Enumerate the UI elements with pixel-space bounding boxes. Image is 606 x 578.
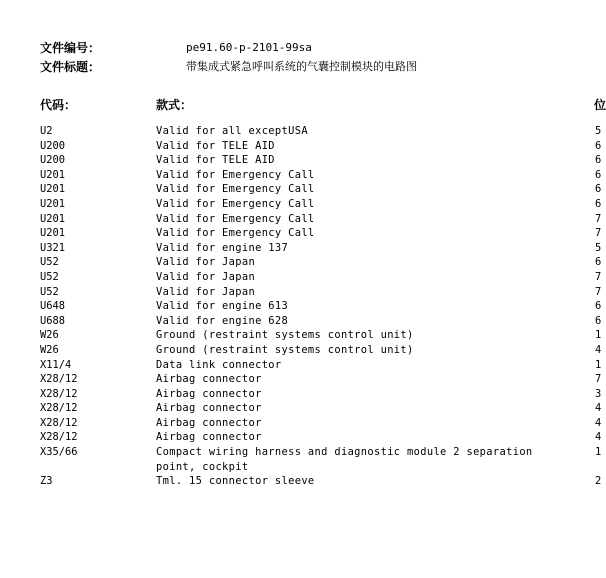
table-row [0,314,600,329]
row-position: 7 [595,227,602,240]
table-row [0,270,600,285]
row-code: U2 [40,125,53,137]
row-position: 6 [595,300,602,313]
row-position: 6 [595,314,602,327]
row-code: Z3 [40,475,53,488]
row-code: U648 [40,300,66,313]
table-row [0,139,600,154]
row-position: 1 [595,329,602,342]
row-code: W26 [40,343,59,356]
row-position: 4 [595,402,602,415]
table-row [0,445,600,474]
row-description: Compact wiring harness and diagnostic module 2 separation point, cockpit [156,446,533,473]
row-description: Valid for engine 628 [156,314,289,327]
row-description: Ground (restraint systems control unit) [156,343,414,356]
row-code: U52 [40,270,59,283]
row-position: 4 [595,343,602,356]
row-code: X28/12 [40,387,78,400]
table-row [0,124,600,139]
table-row [0,343,600,358]
row-description: Valid for Japan [156,270,256,283]
row-position: 7 [595,285,602,298]
row-code: U52 [40,285,59,298]
row-description: Valid for TELE AID [156,139,275,152]
row-code: U201 [40,183,66,196]
row-position: 7 [595,212,602,225]
row-position: 6 [595,256,602,269]
row-position: 7 [595,270,602,283]
row-description: Data link connector [156,358,282,371]
table-row [0,197,600,212]
row-code: X11/4 [40,358,72,371]
row-code: U201 [40,197,66,210]
row-position: 4 [595,431,602,444]
table-row [0,372,600,387]
description-column-header: 款式： [156,98,193,112]
row-position: 1 [595,446,602,459]
row-code: U688 [40,314,66,327]
row-position: 6 [595,139,602,152]
row-description: Airbag connector [156,373,262,386]
row-description: Valid for all exceptUSA [156,125,308,137]
table-row [0,182,600,197]
row-description: Airbag connector [156,431,262,444]
row-description: Valid for Emergency Call [156,168,315,181]
table-row [0,255,600,270]
position-column-header: 位 [594,98,606,112]
row-description: Airbag connector [156,416,262,429]
table-row [0,401,600,416]
code-column-header: 代码： [40,98,77,112]
row-description: Airbag connector [156,387,262,400]
table-row [0,241,600,256]
row-code: W26 [40,329,59,342]
table-row [0,168,600,183]
row-code: U200 [40,139,66,152]
row-code: U321 [40,241,66,254]
row-code: X28/12 [40,402,78,415]
row-position: 1 [595,358,602,371]
file-title-value: 带集成式紧急呼叫系统的气囊控制模块的电路图 [186,60,417,73]
file-title-label: 文件标题： [40,60,101,74]
row-code: U201 [40,227,66,240]
row-description: Valid for engine 137 [156,241,289,254]
table-row [0,430,600,445]
row-description: Ground (restraint systems control unit) [156,329,414,342]
table-row [0,328,600,343]
row-description: Valid for Japan [156,256,256,269]
row-description: Valid for TELE AID [156,154,275,167]
row-code: X35/66 [40,446,78,459]
row-position: 6 [595,183,602,196]
row-description: Valid for Emergency Call [156,197,315,210]
row-description: Valid for engine 613 [156,300,289,313]
row-description: Valid for Emergency Call [156,227,315,240]
row-position: 3 [595,387,602,400]
table-row [0,358,600,373]
file-number-value: pe91.60-p-2101-99sa [186,41,312,54]
row-description: Tml. 15 connector sleeve [156,475,315,488]
table-row [0,416,600,431]
row-code: U200 [40,154,66,167]
row-position: 7 [595,373,602,386]
row-code: U201 [40,168,66,181]
row-description: Airbag connector [156,402,262,415]
row-position: 6 [595,154,602,167]
row-position: 5 [595,125,602,137]
table-row [0,153,600,168]
table-row [0,474,600,489]
row-position: 2 [595,475,602,488]
row-position: 4 [595,416,602,429]
row-code: U201 [40,212,66,225]
row-code: X28/12 [40,431,78,444]
row-position: 5 [595,241,602,254]
row-description: Valid for Japan [156,285,256,298]
row-position: 6 [595,168,602,181]
table-row [0,226,600,241]
code-table [0,124,600,489]
file-number-label: 文件编号： [40,41,101,55]
row-position: 6 [595,197,602,210]
table-row [0,285,600,300]
table-row [0,212,600,227]
row-code: X28/12 [40,416,78,429]
row-description: Valid for Emergency Call [156,183,315,196]
table-row [0,299,600,314]
row-code: U52 [40,256,59,269]
table-row [0,387,600,402]
row-code: X28/12 [40,373,78,386]
row-description: Valid for Emergency Call [156,212,315,225]
